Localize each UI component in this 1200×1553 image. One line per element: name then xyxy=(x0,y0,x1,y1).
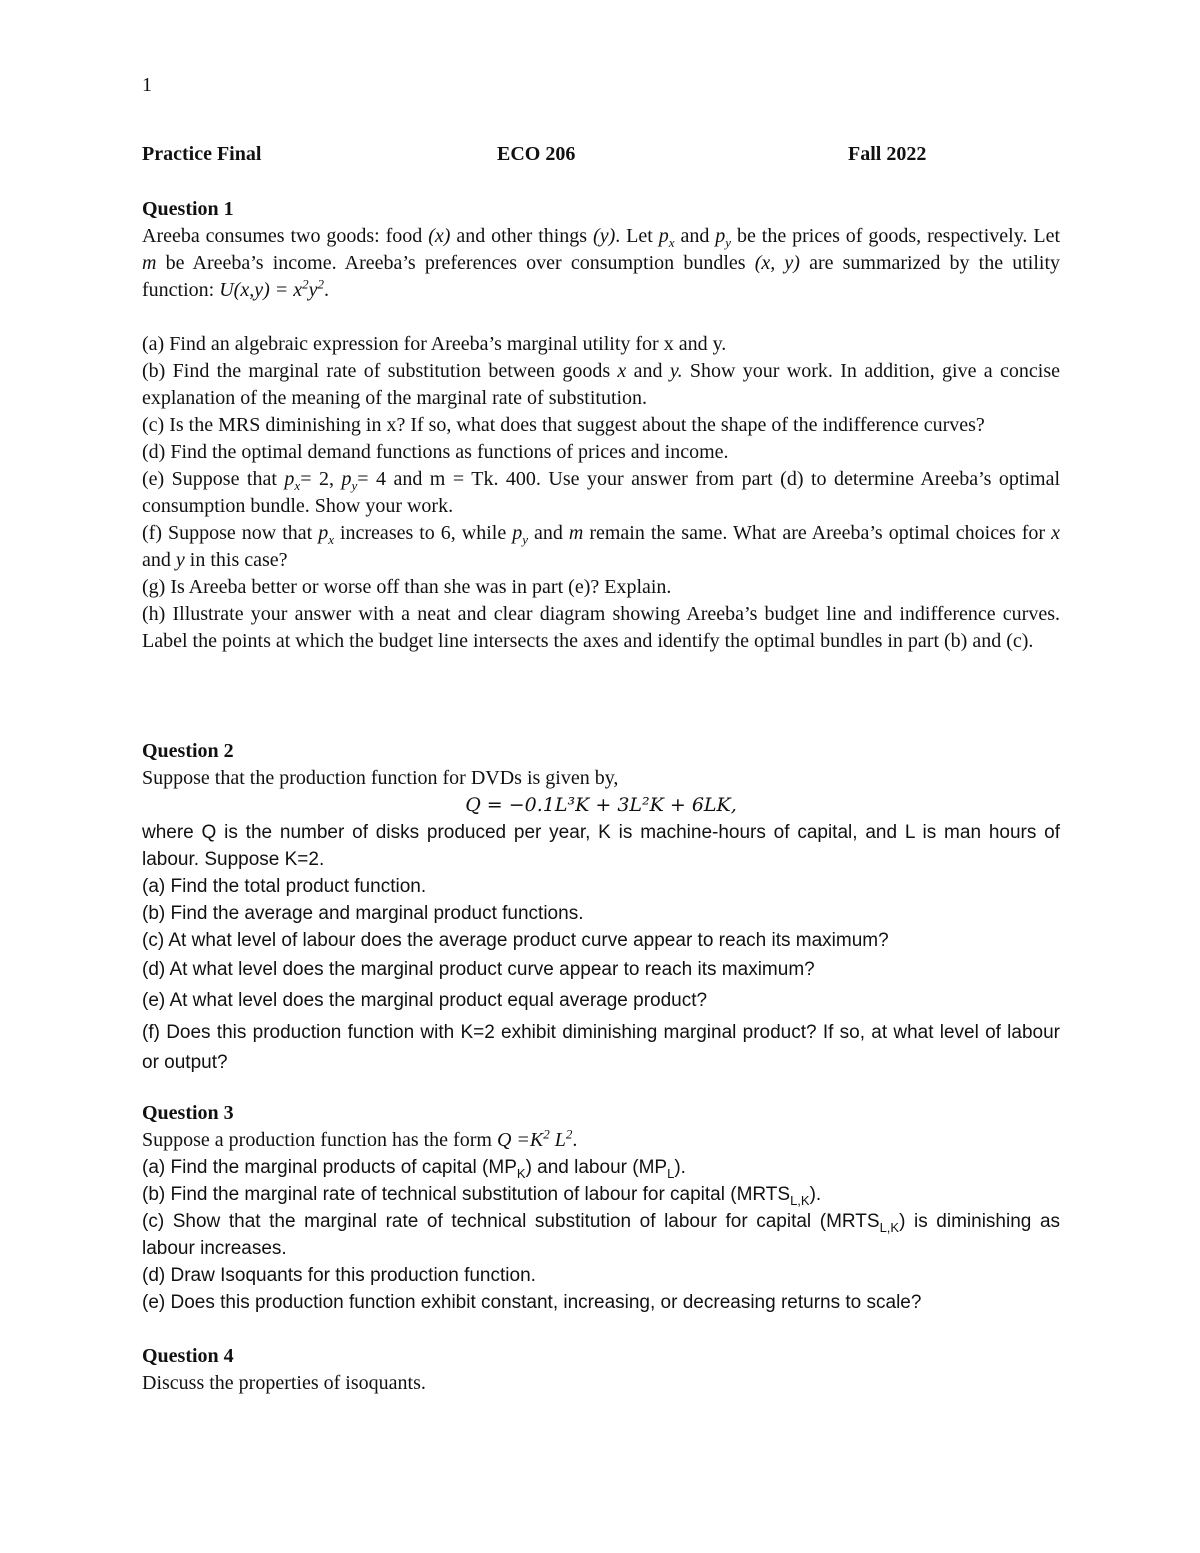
question-1-part-a: (a) Find an algebraic expression for Areeba’s marginal utility for x and y. xyxy=(142,333,727,355)
question-3-heading: Question 3 xyxy=(142,1102,234,1124)
question-2-part-e: (e) At what level does the marginal product equal average product? xyxy=(142,990,708,1011)
question-2-part-d: (d) At what level does the marginal product curve appear to reach its maximum? xyxy=(142,959,815,980)
question-1-part-d: (d) Find the optimal demand functions as functions of prices and income. xyxy=(142,441,729,463)
question-1-part-f: (f) Suppose now that $p_x$ increases to 6, while $p_y$ and m remain the same. What are Areeba’s optimal choices for x and y in this case? xyxy=(142,522,1060,571)
question-4-text: Discuss the properties of isoquants. xyxy=(142,1372,426,1394)
question-2-part-f: (f) Does this production function with K=2 exhibit diminishing marginal product? If so, at what level of labour or output? xyxy=(142,1022,1060,1073)
question-1-intro: Areeba consumes two goods: food (x) and other things (y). Let $p_x$ and $p_y$ be the prices of goods, respectively. Let m be Areeba’s income. Areeba’s preferences over consumption bundles (x, y) are summarized by the utility function: $U(x,y) = x^2y^2$. xyxy=(142,225,1061,301)
question-3-part-d: (d) Draw Isoquants for this production function. xyxy=(142,1265,536,1286)
question-4-heading: Question 4 xyxy=(142,1345,234,1367)
question-3-intro: Suppose a production function has the form $Q =K^2$ $L^2$. xyxy=(142,1126,578,1151)
question-3-part-e: (e) Does this production function exhibit constant, increasing, or decreasing returns to scale? xyxy=(142,1292,922,1313)
question-4 xyxy=(142,1343,1060,1397)
page-number: 1 xyxy=(142,74,152,96)
question-3-part-c: (c) Show that the marginal rate of technical substitution of labour for capital $(MRTS_{L,K})$ is diminishing as labour increases. xyxy=(142,1211,1061,1259)
question-2 xyxy=(142,738,1060,1078)
question-2-part-b: (b) Find the average and marginal product functions. xyxy=(142,903,584,924)
question-2-part-a: (a) Find the total product function. xyxy=(142,876,427,897)
question-2-heading: Question 2 xyxy=(142,740,234,762)
question-1-part-h: (h) Illustrate your answer with a neat and clear diagram showing Areeba’s budget line and indifference curves. Label the points at which the budget line intersects the axes and identify the optimal bundles in part (b) and (c). xyxy=(142,603,1060,652)
question-2-intro: Suppose that the production function for DVDs is given by, xyxy=(142,767,619,789)
header-course: ECO 206 xyxy=(497,143,576,165)
question-1 xyxy=(142,196,1060,655)
question-2-part-c: (c) At what level of labour does the average product curve appear to reach its maximum? xyxy=(142,930,889,951)
question-1-part-g: (g) Is Areeba better or worse off than she was in part (e)? Explain. xyxy=(142,576,672,598)
question-3 xyxy=(142,1100,1060,1316)
question-2-where: where Q is the number of disks produced per year, K is machine-hours of capital, and L is man hours of labour. Suppose K=2. xyxy=(142,822,1060,870)
question-1-part-c: (c) Is the MRS diminishing in x? If so, what does that suggest about the shape of the indifference curves? xyxy=(142,414,985,436)
question-3-part-b: (b) Find the marginal rate of technical substitution of labour for capital $(MRTS_{L,K})$. xyxy=(142,1184,822,1208)
production-formula: Q = −0.1L³K + 3L²K + 6LK, xyxy=(465,794,737,816)
question-1-heading: Question 1 xyxy=(142,198,234,220)
header-title: Practice Final xyxy=(142,143,262,165)
header-term: Fall 2022 xyxy=(848,143,927,165)
question-1-part-e: (e) Suppose that $p_x= 2$, $p_y= 4$ and m = Tk. 400. Use your answer from part (d) to determine Areeba’s optimal consumption bundle. Show your work. xyxy=(142,468,1060,517)
question-1-part-b: (b) Find the marginal rate of substitution between goods x and y. Show your work. In addition, give a concise explanation of the meaning of the marginal rate of substitution. xyxy=(142,360,1060,409)
document-header xyxy=(142,141,1060,168)
question-3-part-a: (a) Find the marginal products of capital $(MP_K)$ and labour $(MP_L)$. xyxy=(142,1157,686,1181)
